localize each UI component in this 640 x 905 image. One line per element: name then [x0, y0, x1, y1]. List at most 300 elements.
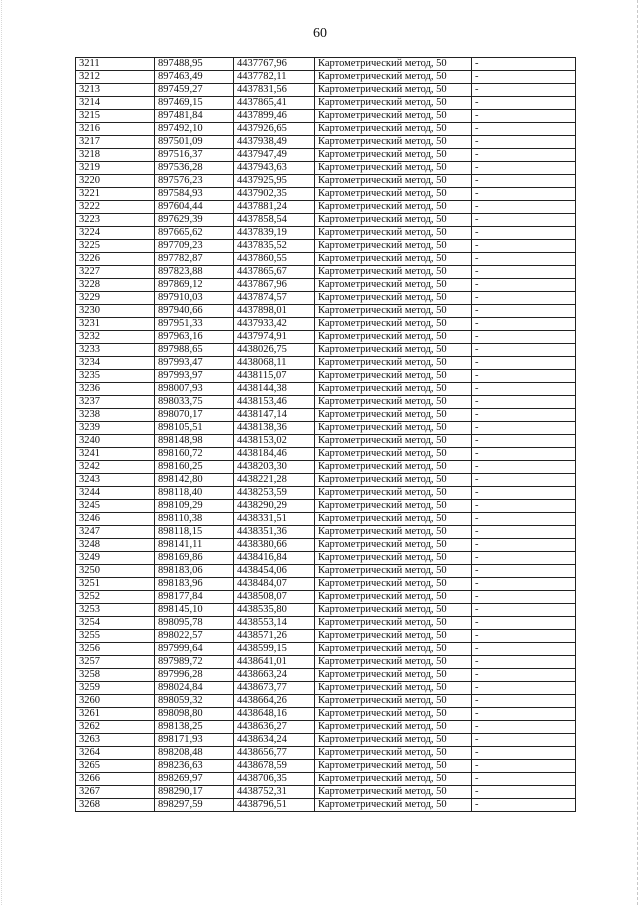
table-row — [76, 734, 576, 747]
method-cell: Картометрический метод, 50 — [315, 734, 472, 747]
point-number-cell: 3234 — [76, 357, 155, 370]
point-number-cell: 3227 — [76, 266, 155, 279]
note-cell: - — [472, 721, 576, 734]
x-coordinate-cell: 898070,17 — [155, 409, 234, 422]
y-coordinate-cell: 4437898,01 — [234, 305, 315, 318]
y-coordinate-cell: 4438068,11 — [234, 357, 315, 370]
method-cell: Картометрический метод, 50 — [315, 500, 472, 513]
note-cell: - — [472, 357, 576, 370]
table-row — [76, 383, 576, 396]
point-number-cell: 3250 — [76, 565, 155, 578]
table-row — [76, 643, 576, 656]
method-cell: Картометрический метод, 50 — [315, 84, 472, 97]
point-number-cell: 3221 — [76, 188, 155, 201]
y-coordinate-cell: 4438290,29 — [234, 500, 315, 513]
y-coordinate-cell: 4437874,57 — [234, 292, 315, 305]
table-row — [76, 708, 576, 721]
table-row — [76, 292, 576, 305]
method-cell: Картометрический метод, 50 — [315, 552, 472, 565]
y-coordinate-cell: 4438599,15 — [234, 643, 315, 656]
x-coordinate-cell: 898169,86 — [155, 552, 234, 565]
y-coordinate-cell: 4438648,16 — [234, 708, 315, 721]
x-coordinate-cell: 898110,38 — [155, 513, 234, 526]
note-cell: - — [472, 734, 576, 747]
note-cell: - — [472, 409, 576, 422]
y-coordinate-cell: 4437899,46 — [234, 110, 315, 123]
x-coordinate-cell: 898171,93 — [155, 734, 234, 747]
note-cell: - — [472, 552, 576, 565]
point-number-cell: 3256 — [76, 643, 155, 656]
method-cell: Картометрический метод, 50 — [315, 227, 472, 240]
x-coordinate-cell: 897989,72 — [155, 656, 234, 669]
note-cell: - — [472, 747, 576, 760]
table-row — [76, 682, 576, 695]
table-row — [76, 604, 576, 617]
point-number-cell: 3255 — [76, 630, 155, 643]
table-row — [76, 240, 576, 253]
table-row — [76, 500, 576, 513]
table-row — [76, 773, 576, 786]
note-cell: - — [472, 331, 576, 344]
point-number-cell: 3247 — [76, 526, 155, 539]
table-row — [76, 448, 576, 461]
note-cell: - — [472, 578, 576, 591]
method-cell: Картометрический метод, 50 — [315, 461, 472, 474]
y-coordinate-cell: 4438656,77 — [234, 747, 315, 760]
y-coordinate-cell: 4437947,49 — [234, 149, 315, 162]
method-cell: Картометрический метод, 50 — [315, 396, 472, 409]
table-row — [76, 357, 576, 370]
table-row — [76, 214, 576, 227]
x-coordinate-cell: 897993,97 — [155, 370, 234, 383]
method-cell: Картометрический метод, 50 — [315, 240, 472, 253]
table-row — [76, 305, 576, 318]
scan-edge-right — [636, 0, 638, 905]
point-number-cell: 3254 — [76, 617, 155, 630]
method-cell: Картометрический метод, 50 — [315, 123, 472, 136]
point-number-cell: 3249 — [76, 552, 155, 565]
point-number-cell: 3216 — [76, 123, 155, 136]
point-number-cell: 3243 — [76, 474, 155, 487]
note-cell: - — [472, 461, 576, 474]
y-coordinate-cell: 4437835,52 — [234, 240, 315, 253]
x-coordinate-cell: 898177,84 — [155, 591, 234, 604]
table-row — [76, 318, 576, 331]
x-coordinate-cell: 897516,37 — [155, 149, 234, 162]
point-number-cell: 3264 — [76, 747, 155, 760]
point-number-cell: 3237 — [76, 396, 155, 409]
table-row — [76, 227, 576, 240]
note-cell: - — [472, 175, 576, 188]
note-cell: - — [472, 110, 576, 123]
point-number-cell: 3239 — [76, 422, 155, 435]
x-coordinate-cell: 897481,84 — [155, 110, 234, 123]
method-cell: Картометрический метод, 50 — [315, 253, 472, 266]
note-cell: - — [472, 227, 576, 240]
method-cell: Картометрический метод, 50 — [315, 617, 472, 630]
x-coordinate-cell: 897492,10 — [155, 123, 234, 136]
x-coordinate-cell: 898297,59 — [155, 799, 234, 812]
x-coordinate-cell: 898142,80 — [155, 474, 234, 487]
y-coordinate-cell: 4438796,51 — [234, 799, 315, 812]
x-coordinate-cell: 897709,23 — [155, 240, 234, 253]
note-cell: - — [472, 500, 576, 513]
method-cell: Картометрический метод, 50 — [315, 513, 472, 526]
note-cell: - — [472, 162, 576, 175]
y-coordinate-cell: 4438416,84 — [234, 552, 315, 565]
note-cell: - — [472, 539, 576, 552]
x-coordinate-cell: 897584,93 — [155, 188, 234, 201]
point-number-cell: 3253 — [76, 604, 155, 617]
y-coordinate-cell: 4438203,30 — [234, 461, 315, 474]
table-row — [76, 630, 576, 643]
point-number-cell: 3267 — [76, 786, 155, 799]
table-row — [76, 331, 576, 344]
table-row — [76, 565, 576, 578]
point-number-cell: 3251 — [76, 578, 155, 591]
table-row — [76, 513, 576, 526]
table-row — [76, 422, 576, 435]
point-number-cell: 3259 — [76, 682, 155, 695]
point-number-cell: 3212 — [76, 71, 155, 84]
table-row — [76, 344, 576, 357]
y-coordinate-cell: 4437865,41 — [234, 97, 315, 110]
y-coordinate-cell: 4437943,63 — [234, 162, 315, 175]
point-number-cell: 3225 — [76, 240, 155, 253]
method-cell: Картометрический метод, 50 — [315, 539, 472, 552]
table-row — [76, 253, 576, 266]
point-number-cell: 3238 — [76, 409, 155, 422]
x-coordinate-cell: 898033,75 — [155, 396, 234, 409]
method-cell: Картометрический метод, 50 — [315, 214, 472, 227]
method-cell: Картометрический метод, 50 — [315, 422, 472, 435]
note-cell: - — [472, 253, 576, 266]
y-coordinate-cell: 4438144,38 — [234, 383, 315, 396]
y-coordinate-cell: 4438752,31 — [234, 786, 315, 799]
x-coordinate-cell: 898160,25 — [155, 461, 234, 474]
note-cell: - — [472, 695, 576, 708]
method-cell: Картометрический метод, 50 — [315, 656, 472, 669]
point-number-cell: 3224 — [76, 227, 155, 240]
table-row — [76, 84, 576, 97]
point-number-cell: 3213 — [76, 84, 155, 97]
method-cell: Картометрический метод, 50 — [315, 149, 472, 162]
note-cell: - — [472, 773, 576, 786]
x-coordinate-cell: 898183,06 — [155, 565, 234, 578]
note-cell: - — [472, 149, 576, 162]
note-cell: - — [472, 279, 576, 292]
y-coordinate-cell: 4438636,27 — [234, 721, 315, 734]
table-row — [76, 149, 576, 162]
method-cell: Картометрический метод, 50 — [315, 643, 472, 656]
y-coordinate-cell: 4438664,26 — [234, 695, 315, 708]
y-coordinate-cell: 4437933,42 — [234, 318, 315, 331]
x-coordinate-cell: 897782,87 — [155, 253, 234, 266]
x-coordinate-cell: 898208,48 — [155, 747, 234, 760]
method-cell: Картометрический метод, 50 — [315, 383, 472, 396]
note-cell: - — [472, 97, 576, 110]
y-coordinate-cell: 4438673,77 — [234, 682, 315, 695]
method-cell: Картометрический метод, 50 — [315, 136, 472, 149]
point-number-cell: 3265 — [76, 760, 155, 773]
x-coordinate-cell: 898141,11 — [155, 539, 234, 552]
method-cell: Картометрический метод, 50 — [315, 266, 472, 279]
method-cell: Картометрический метод, 50 — [315, 487, 472, 500]
x-coordinate-cell: 898024,84 — [155, 682, 234, 695]
method-cell: Картометрический метод, 50 — [315, 58, 472, 71]
point-number-cell: 3214 — [76, 97, 155, 110]
x-coordinate-cell: 898138,25 — [155, 721, 234, 734]
y-coordinate-cell: 4438484,07 — [234, 578, 315, 591]
point-number-cell: 3217 — [76, 136, 155, 149]
x-coordinate-cell: 898105,51 — [155, 422, 234, 435]
coordinates-table — [75, 57, 576, 812]
point-number-cell: 3263 — [76, 734, 155, 747]
x-coordinate-cell: 897604,44 — [155, 201, 234, 214]
note-cell: - — [472, 240, 576, 253]
point-number-cell: 3223 — [76, 214, 155, 227]
note-cell: - — [472, 643, 576, 656]
table-row — [76, 760, 576, 773]
point-number-cell: 3211 — [76, 58, 155, 71]
y-coordinate-cell: 4437881,24 — [234, 201, 315, 214]
x-coordinate-cell: 897869,12 — [155, 279, 234, 292]
y-coordinate-cell: 4438508,07 — [234, 591, 315, 604]
x-coordinate-cell: 897996,28 — [155, 669, 234, 682]
note-cell: - — [472, 136, 576, 149]
note-cell: - — [472, 305, 576, 318]
point-number-cell: 3245 — [76, 500, 155, 513]
x-coordinate-cell: 898269,97 — [155, 773, 234, 786]
x-coordinate-cell: 897951,33 — [155, 318, 234, 331]
note-cell: - — [472, 617, 576, 630]
scan-edge-left — [1, 0, 3, 905]
table-row — [76, 175, 576, 188]
table-row — [76, 409, 576, 422]
y-coordinate-cell: 4437858,54 — [234, 214, 315, 227]
point-number-cell: 3228 — [76, 279, 155, 292]
note-cell: - — [472, 513, 576, 526]
y-coordinate-cell: 4438663,24 — [234, 669, 315, 682]
method-cell: Картометрический метод, 50 — [315, 292, 472, 305]
point-number-cell: 3260 — [76, 695, 155, 708]
table-row — [76, 162, 576, 175]
y-coordinate-cell: 4437926,65 — [234, 123, 315, 136]
note-cell: - — [472, 630, 576, 643]
note-cell: - — [472, 526, 576, 539]
note-cell: - — [472, 58, 576, 71]
y-coordinate-cell: 4438678,59 — [234, 760, 315, 773]
point-number-cell: 3233 — [76, 344, 155, 357]
method-cell: Картометрический метод, 50 — [315, 721, 472, 734]
table-row — [76, 474, 576, 487]
note-cell: - — [472, 786, 576, 799]
table-row — [76, 123, 576, 136]
table-row — [76, 721, 576, 734]
method-cell: Картометрический метод, 50 — [315, 305, 472, 318]
x-coordinate-cell: 897459,27 — [155, 84, 234, 97]
point-number-cell: 3230 — [76, 305, 155, 318]
note-cell: - — [472, 344, 576, 357]
x-coordinate-cell: 898109,29 — [155, 500, 234, 513]
note-cell: - — [472, 188, 576, 201]
x-coordinate-cell: 897823,88 — [155, 266, 234, 279]
note-cell: - — [472, 370, 576, 383]
point-number-cell: 3231 — [76, 318, 155, 331]
method-cell: Картометрический метод, 50 — [315, 344, 472, 357]
table-row — [76, 396, 576, 409]
x-coordinate-cell: 898022,57 — [155, 630, 234, 643]
table-row — [76, 71, 576, 84]
table-row — [76, 617, 576, 630]
y-coordinate-cell: 4438454,06 — [234, 565, 315, 578]
y-coordinate-cell: 4437767,96 — [234, 58, 315, 71]
x-coordinate-cell: 897963,16 — [155, 331, 234, 344]
method-cell: Картометрический метод, 50 — [315, 279, 472, 292]
x-coordinate-cell: 897999,64 — [155, 643, 234, 656]
y-coordinate-cell: 4437938,49 — [234, 136, 315, 149]
y-coordinate-cell: 4438253,59 — [234, 487, 315, 500]
method-cell: Картометрический метод, 50 — [315, 110, 472, 123]
x-coordinate-cell: 897665,62 — [155, 227, 234, 240]
y-coordinate-cell: 4437925,95 — [234, 175, 315, 188]
point-number-cell: 3252 — [76, 591, 155, 604]
y-coordinate-cell: 4438380,66 — [234, 539, 315, 552]
x-coordinate-cell: 897501,09 — [155, 136, 234, 149]
x-coordinate-cell: 897629,39 — [155, 214, 234, 227]
y-coordinate-cell: 4438153,46 — [234, 396, 315, 409]
note-cell: - — [472, 71, 576, 84]
method-cell: Картометрический метод, 50 — [315, 97, 472, 110]
y-coordinate-cell: 4437902,35 — [234, 188, 315, 201]
table-row — [76, 669, 576, 682]
y-coordinate-cell: 4438641,01 — [234, 656, 315, 669]
method-cell: Картометрический метод, 50 — [315, 409, 472, 422]
note-cell: - — [472, 422, 576, 435]
point-number-cell: 3258 — [76, 669, 155, 682]
x-coordinate-cell: 898236,63 — [155, 760, 234, 773]
table-row — [76, 370, 576, 383]
table-row — [76, 110, 576, 123]
x-coordinate-cell: 898098,80 — [155, 708, 234, 721]
point-number-cell: 3220 — [76, 175, 155, 188]
point-number-cell: 3266 — [76, 773, 155, 786]
x-coordinate-cell: 898118,40 — [155, 487, 234, 500]
page-number: 60 — [313, 26, 327, 41]
x-coordinate-cell: 898148,98 — [155, 435, 234, 448]
note-cell: - — [472, 123, 576, 136]
y-coordinate-cell: 4438331,51 — [234, 513, 315, 526]
y-coordinate-cell: 4438026,75 — [234, 344, 315, 357]
y-coordinate-cell: 4437867,96 — [234, 279, 315, 292]
method-cell: Картометрический метод, 50 — [315, 773, 472, 786]
note-cell: - — [472, 591, 576, 604]
x-coordinate-cell: 897940,66 — [155, 305, 234, 318]
y-coordinate-cell: 4438115,07 — [234, 370, 315, 383]
method-cell: Картометрический метод, 50 — [315, 708, 472, 721]
method-cell: Картометрический метод, 50 — [315, 435, 472, 448]
table-row — [76, 136, 576, 149]
point-number-cell: 3244 — [76, 487, 155, 500]
note-cell: - — [472, 669, 576, 682]
method-cell: Картометрический метод, 50 — [315, 799, 472, 812]
method-cell: Картометрический метод, 50 — [315, 760, 472, 773]
note-cell: - — [472, 318, 576, 331]
method-cell: Картометрический метод, 50 — [315, 565, 472, 578]
point-number-cell: 3219 — [76, 162, 155, 175]
x-coordinate-cell: 897910,03 — [155, 292, 234, 305]
x-coordinate-cell: 897469,15 — [155, 97, 234, 110]
note-cell: - — [472, 266, 576, 279]
table-row — [76, 786, 576, 799]
table-row — [76, 435, 576, 448]
y-coordinate-cell: 4438571,26 — [234, 630, 315, 643]
x-coordinate-cell: 898059,32 — [155, 695, 234, 708]
note-cell: - — [472, 799, 576, 812]
point-number-cell: 3218 — [76, 149, 155, 162]
y-coordinate-cell: 4438221,28 — [234, 474, 315, 487]
y-coordinate-cell: 4438634,24 — [234, 734, 315, 747]
x-coordinate-cell: 897536,28 — [155, 162, 234, 175]
x-coordinate-cell: 897576,23 — [155, 175, 234, 188]
note-cell: - — [472, 435, 576, 448]
method-cell: Картометрический метод, 50 — [315, 357, 472, 370]
y-coordinate-cell: 4438153,02 — [234, 435, 315, 448]
table-row — [76, 747, 576, 760]
table-row — [76, 552, 576, 565]
point-number-cell: 3232 — [76, 331, 155, 344]
y-coordinate-cell: 4438147,14 — [234, 409, 315, 422]
table-row — [76, 279, 576, 292]
method-cell: Картометрический метод, 50 — [315, 695, 472, 708]
coordinates-table-body — [76, 58, 576, 812]
y-coordinate-cell: 4437865,67 — [234, 266, 315, 279]
x-coordinate-cell: 898290,17 — [155, 786, 234, 799]
note-cell: - — [472, 448, 576, 461]
point-number-cell: 3229 — [76, 292, 155, 305]
table-row — [76, 266, 576, 279]
x-coordinate-cell: 897488,95 — [155, 58, 234, 71]
y-coordinate-cell: 4437831,56 — [234, 84, 315, 97]
y-coordinate-cell: 4438138,36 — [234, 422, 315, 435]
note-cell: - — [472, 396, 576, 409]
note-cell: - — [472, 487, 576, 500]
y-coordinate-cell: 4437782,11 — [234, 71, 315, 84]
method-cell: Картометрический метод, 50 — [315, 474, 472, 487]
y-coordinate-cell: 4437974,91 — [234, 331, 315, 344]
note-cell: - — [472, 565, 576, 578]
point-number-cell: 3236 — [76, 383, 155, 396]
table-row — [76, 799, 576, 812]
method-cell: Картометрический метод, 50 — [315, 526, 472, 539]
method-cell: Картометрический метод, 50 — [315, 591, 472, 604]
y-coordinate-cell: 4438184,46 — [234, 448, 315, 461]
note-cell: - — [472, 656, 576, 669]
x-coordinate-cell: 898145,10 — [155, 604, 234, 617]
point-number-cell: 3235 — [76, 370, 155, 383]
table-row — [76, 97, 576, 110]
point-number-cell: 3240 — [76, 435, 155, 448]
note-cell: - — [472, 292, 576, 305]
point-number-cell: 3268 — [76, 799, 155, 812]
table-row — [76, 539, 576, 552]
table-row — [76, 188, 576, 201]
table-row — [76, 526, 576, 539]
point-number-cell: 3215 — [76, 110, 155, 123]
y-coordinate-cell: 4438553,14 — [234, 617, 315, 630]
table-row — [76, 578, 576, 591]
method-cell: Картометрический метод, 50 — [315, 669, 472, 682]
